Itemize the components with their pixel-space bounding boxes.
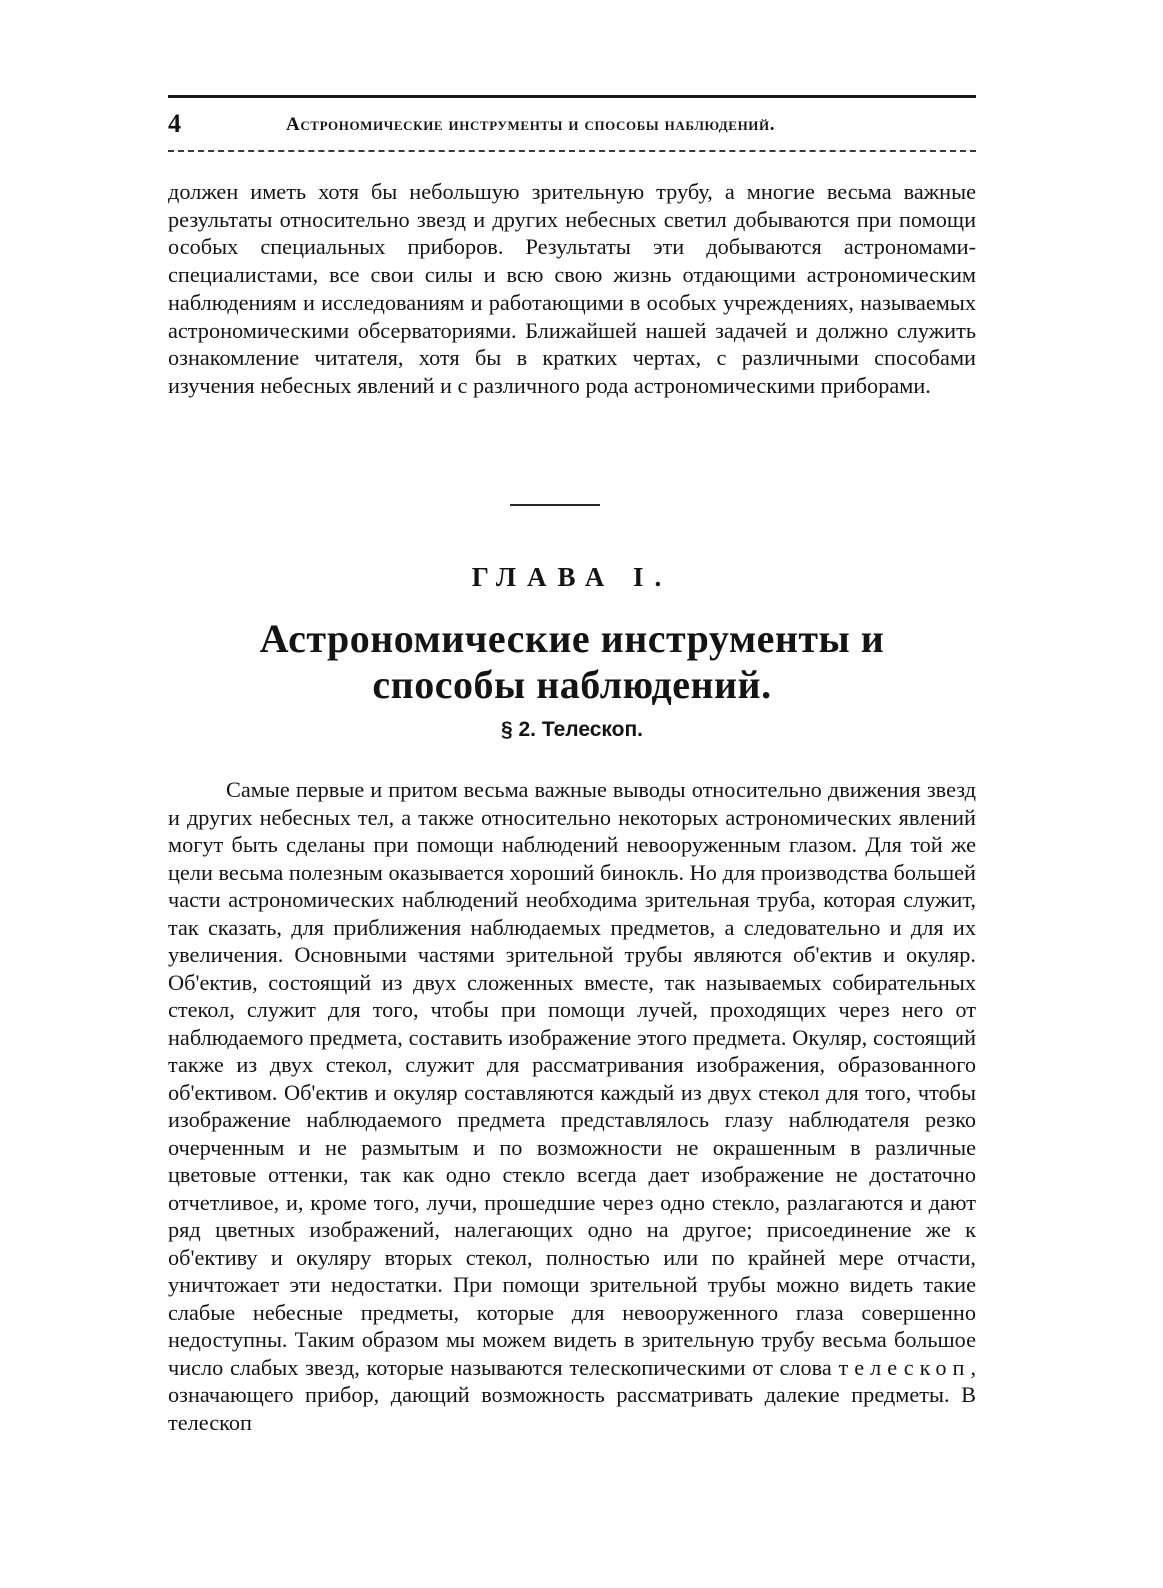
header-top-rule: [168, 95, 976, 98]
running-title: Астрономические инструменты и способы наблюдений.: [286, 114, 776, 135]
body-text-before-term: Самые первые и притом весьма важные выводы относительно движения звезд и других небесных тел, а также относительно некоторых астрономических явлений могут быть сделаны при помощи наблюдений невооруженным глазом. Для той же цели весьма полезным оказывается хороший бинокль. Но для производства большей части астрономических наблюдений необходима зрительная труба, которая служит, так сказать, для приближения наблюдаемых предметов, а следовательно и для их увеличения. Основными частями зрительной трубы являются об'ектив и окуляр. Об'ектив, состоящий из двух сложенных вместе, так называемых собирательных стекол, служит для того, чтобы при помощи лучей, проходящих через него от наблюдаемого предмета, составить изображение этого предмета. Окуляр, состоящий также из двух стекол, служит для рассматривания изображения, образованного об'ективом. Об'ектив и окуляр составляются каждый из двух стекол для того, чтобы изображение наблюдаемого предмета представлялось глазу наблюдателя резко очерченным и не размытым и по возможности не окрашенным в различные цветовые оттенки, так как одно стекло всегда дает изображение не достаточно отчетливое, и, кроме того, лучи, прошедшие через одно стекло, разлагаются и дают ряд цветных изображений, налегающих одно на другое; присоединение же к об'ективу и окуляру вторых стекол, полностью или по крайней мере отчасти, уничтожает эти недостатки. При помощи зрительной трубы можно видеть такие слабые небесные предметы, которые для невооруженного глаза совершенно недоступны. Таким образом мы можем видеть в зрительную трубу весьма большое число слабых звезд, которые называются телескопическими от слова: [168, 777, 976, 1380]
page-number: 4: [168, 109, 181, 138]
section-heading: § 2. Телескоп.: [500, 718, 644, 741]
chapter-label: ГЛАВА I.: [471, 562, 673, 592]
section-divider: [510, 504, 600, 506]
spaced-term: телескоп: [838, 1354, 971, 1380]
running-header: [168, 106, 976, 146]
body-paragraph: [168, 776, 976, 1436]
chapter-title-line-1: Астрономические инструменты и: [259, 616, 885, 661]
intro-paragraph: должен иметь хотя бы небольшую зрительную трубу, а многие весьма важные результаты относительно звезд и других небесных светил добываются при помощи особых специальных приборов. Результаты эти добываются астрономами-специалистами, все свои силы и всю свою жизнь отдающими астрономическим наблюдениям и исследованиям и работающими в особых учреждениях, называемых астрономическими обсерваториями. Ближайшей нашей задачей и должно служить ознакомление читателя, хотя бы в кратких чертах, с различными способами изучения небесных явлений и с различного рода астрономическими приборами.: [168, 179, 976, 398]
chapter-title-line-2: способы наблюдений.: [372, 662, 772, 707]
chapter-title: [168, 616, 976, 708]
header-bottom-rule: [168, 150, 976, 152]
body-text-after-term: , означающего прибор, дающий возможность рассматривать далекие предметы. В телескоп: [168, 1354, 977, 1435]
